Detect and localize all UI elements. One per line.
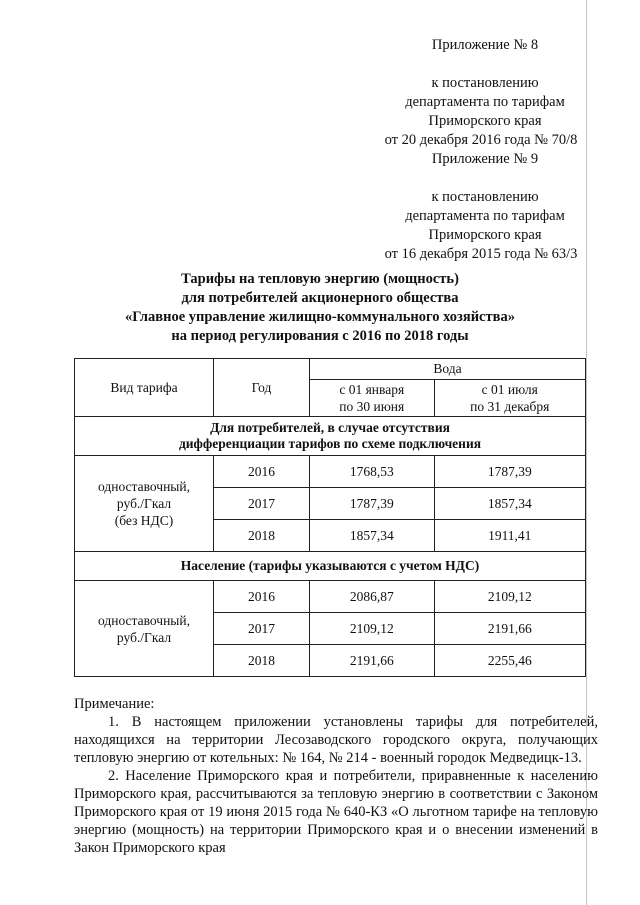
title-line3: «Главное управление жилищно-коммунального хозяйства» — [125, 309, 515, 325]
value-cell: 2109,12 — [310, 613, 435, 645]
s1-tariff-line3: (без НДС) — [114, 513, 174, 528]
value-cell: 1857,34 — [434, 488, 586, 520]
document-title — [0, 270, 640, 346]
appendix-8-line4: от 20 декабря 2016 года № 70/8 — [384, 132, 578, 148]
s1-tariff-line1: одноставочный, — [98, 479, 190, 494]
appendix-9-label: Приложение № 9 — [431, 151, 539, 167]
table-row — [75, 581, 586, 613]
title-line4: на период регулирования с 2016 по 2018 годы — [171, 328, 469, 344]
scan-fold-line — [586, 0, 587, 905]
value-cell: 2191,66 — [310, 645, 435, 677]
period-1-line2: по 30 июня — [339, 399, 405, 414]
appendix-8-line2: департамента по тарифам — [405, 94, 565, 110]
s2-tariff-line1: одноставочный, — [98, 612, 190, 628]
year-cell: 2017 — [214, 488, 310, 520]
appendix-8-block — [380, 36, 590, 150]
period-2-line1: с 01 июля — [481, 382, 538, 397]
section-2-title: Население (тарифы указываются с учетом НДС) — [75, 552, 586, 581]
year-cell: 2016 — [214, 456, 310, 488]
header-year: Год — [214, 359, 310, 417]
appendix-9-line3: Приморского края — [428, 227, 542, 243]
table-row — [75, 456, 586, 488]
s1-tariff-line2: руб./Гкал — [116, 496, 172, 511]
value-cell: 2086,87 — [310, 581, 435, 613]
year-cell: 2018 — [214, 645, 310, 677]
section-2-tariff-type — [75, 581, 214, 677]
appendix-9-line2: департамента по тарифам — [405, 208, 565, 224]
appendix-8-label: Приложение № 8 — [431, 37, 539, 53]
value-cell: 1787,39 — [434, 456, 586, 488]
year-cell: 2017 — [214, 613, 310, 645]
header-period-1 — [310, 380, 435, 417]
header-period-2 — [434, 380, 586, 417]
value-cell: 1768,53 — [310, 456, 435, 488]
value-cell: 1787,39 — [310, 488, 435, 520]
value-cell: 2191,66 — [434, 613, 586, 645]
value-cell: 1911,41 — [434, 520, 586, 552]
tariffs-table — [74, 358, 586, 677]
appendix-8-line1: к постановлению — [431, 75, 539, 91]
appendix-9-line1: к постановлению — [431, 189, 539, 205]
header-water: Вода — [310, 359, 586, 380]
header-tariff-type: Вид тарифа — [75, 359, 214, 417]
appendix-8-line3: Приморского края — [428, 113, 542, 129]
note-item-2: 2. Население Приморского края и потребители, приравненные к населению Приморского края, рассчитываются за тепловую энергию в соответствии с Законом Приморского края от 19 июня 2015 года № 640-КЗ «О льготном тарифе на тепловую энергию (мощность) на территории Приморского края и о внесении изменений в Закон Приморского края — [74, 768, 598, 856]
value-cell: 1857,34 — [310, 520, 435, 552]
section-1-line1: Для потребителей, в случае отсутствия — [210, 420, 450, 435]
notes-heading: Примечание: — [74, 696, 155, 712]
period-1-line1: с 01 января — [339, 382, 405, 397]
appendix-9-line4: от 16 декабря 2015 года № 63/3 — [384, 246, 578, 262]
appendix-9-block — [380, 150, 590, 264]
note-item-1: 1. В настоящем приложении установлены тарифы для потребителей, находящихся на территории Лесозаводского городского округа, получающих тепловую энергию от котельных: № 164, № 214 - военный городок Медведицк-13. — [74, 714, 598, 766]
year-cell: 2016 — [214, 581, 310, 613]
value-cell: 2109,12 — [434, 581, 586, 613]
s2-tariff-line2: руб./Гкал — [116, 629, 172, 645]
period-2-line2: по 31 декабря — [470, 399, 550, 414]
notes-block — [74, 695, 598, 857]
title-line2: для потребителей акционерного общества — [181, 290, 459, 306]
value-cell: 2255,46 — [434, 645, 586, 677]
year-cell: 2018 — [214, 520, 310, 552]
section-1-line2: дифференциации тарифов по схеме подключения — [178, 436, 482, 451]
title-line1: Тарифы на тепловую энергию (мощность) — [181, 271, 459, 287]
section-1-tariff-type — [75, 456, 214, 552]
section-1-title — [75, 417, 586, 456]
